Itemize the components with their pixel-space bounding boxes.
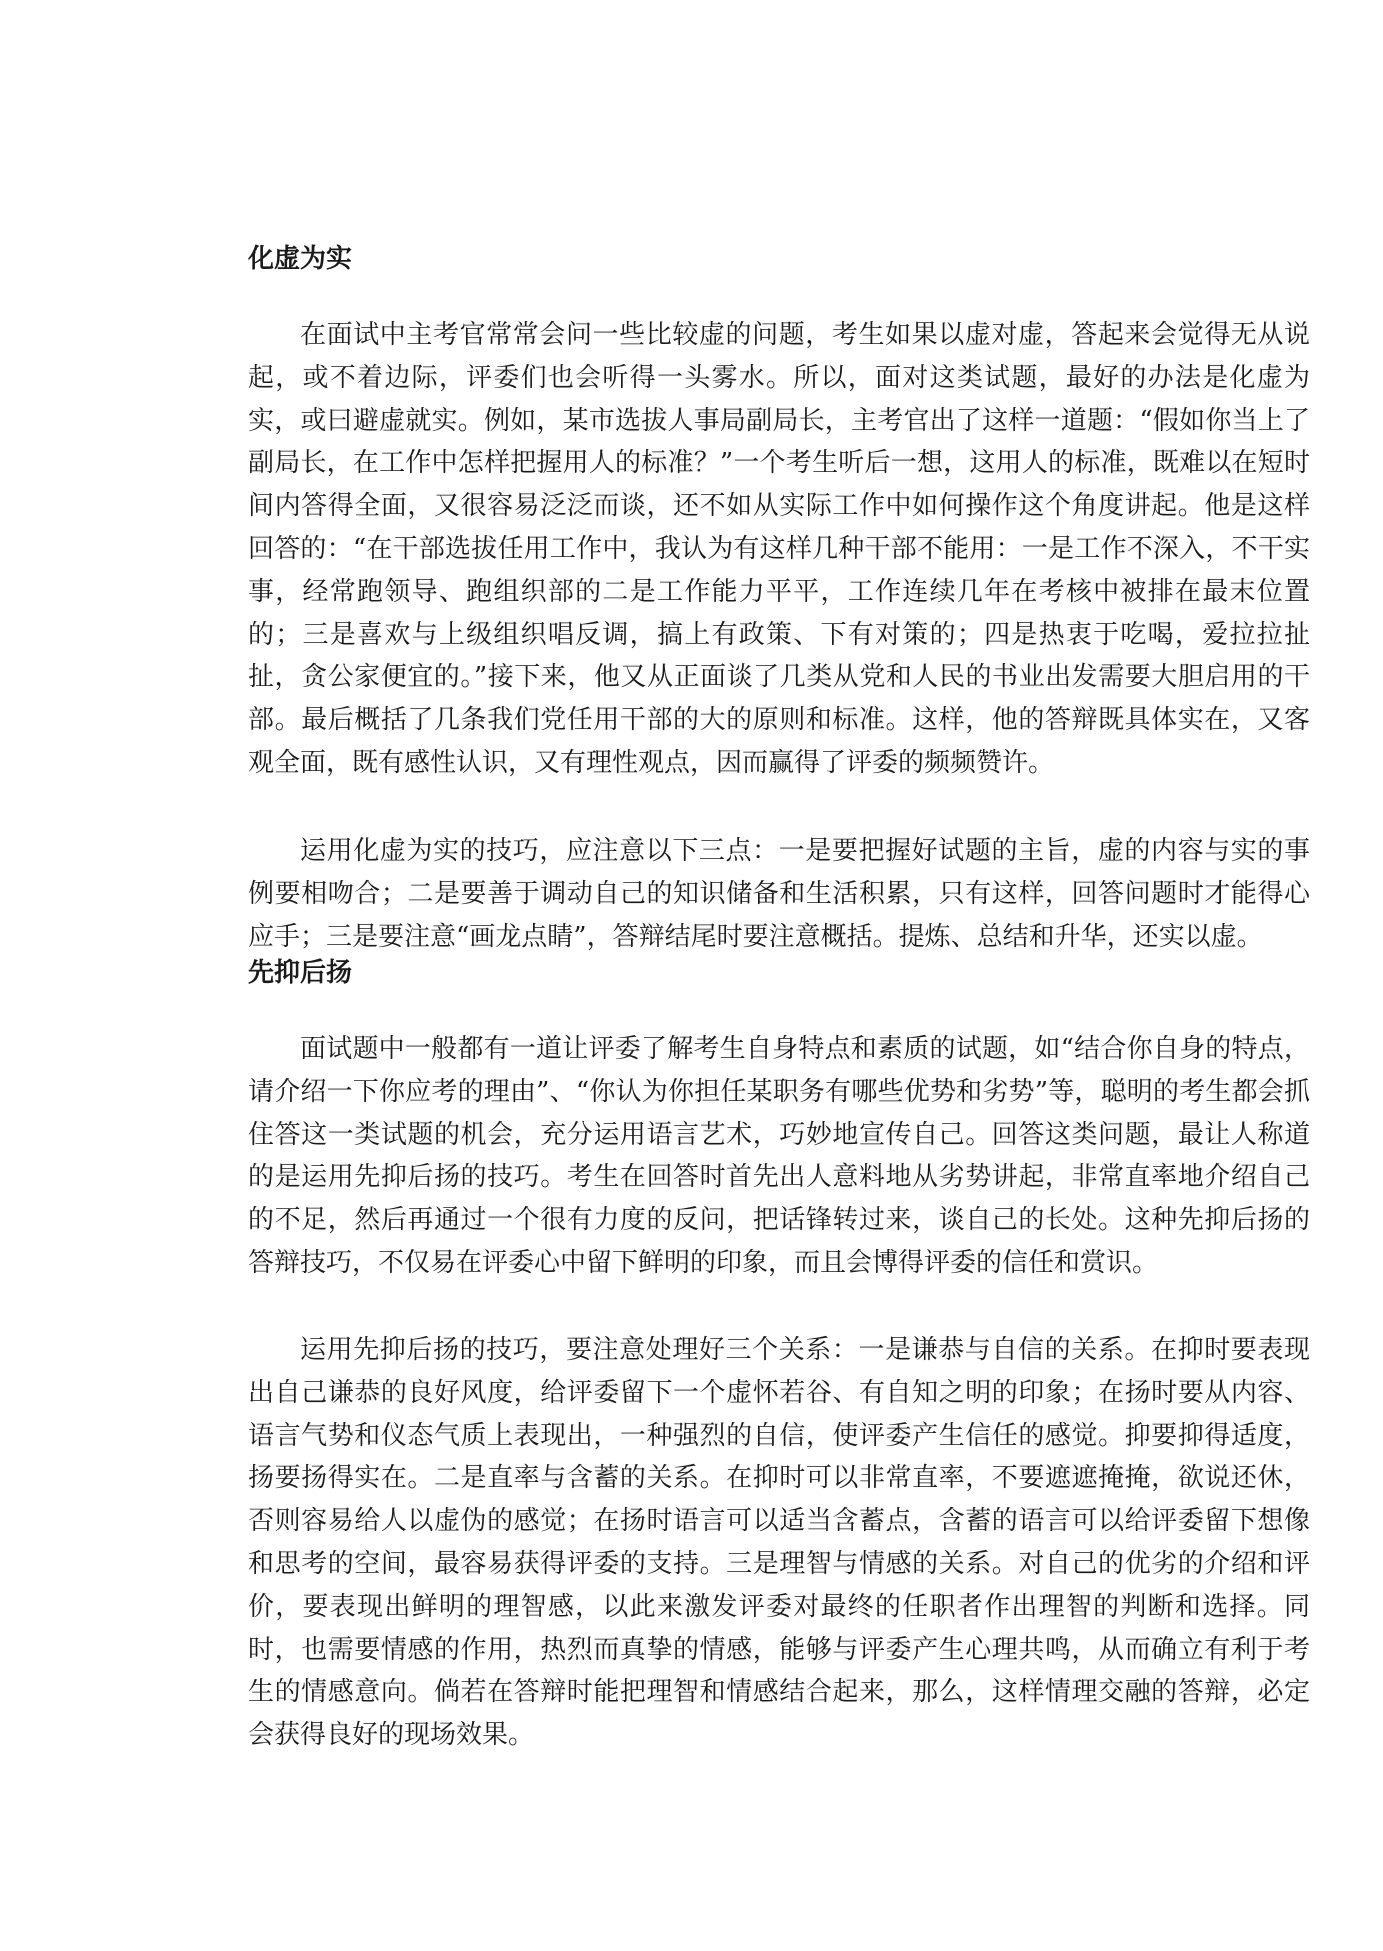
section-1-paragraph-1: 在面试中主考官常常会问一些比较虚的问题，考生如果以虚对虚，答起来会觉得无从说起，或不着边际，评委们也会听得一头雾水。所以，面对这类试题，最好的办法是化虚为实，或曰避虚就实。例如，某市选拔人事局副局长，主考官出了这样一道题：“假如你当上了副局长，在工作中怎样把握用人的标准？”一个考生听后一想，这用人的标准，既难以在短时间内答得全面，又很容易泛泛而谈，还不如从实际工作中如何操作这个角度讲起。他是这样回答的：“在干部选拔任用工作中，我认为有这样几种干部不能用：一是工作不深入，不干实事，经常跑领导、跑组织部的二是工作能力平平，工作连续几年在考核中被排在最末位置的；三是喜欢与上级组织唱反调，搞上有政策、下有对策的；四是热衷于吃喝，爱拉拉扯扯，贪公家便宜的。”接下来，他又从正面谈了几类从党和人民的书业出发需要大胆启用的干部。最后概括了几条我们党任用干部的大的原则和标准。这样，他的答辩既具体实在，又客观全面，既有感性认识，又有理性观点，因而赢得了评委的频频赞许。 — [248, 320, 1310, 778]
section-2-paragraph-2: 运用先抑后扬的技巧，要注意处理好三个关系：一是谦恭与自信的关系。在抑时要表现出自己谦恭的良好风度，给评委留下一个虚怀若谷、有自知之明的印象；在扬时要从内容、语言气势和仪态气质上表现出，一种强烈的自信，使评委产生信任的感觉。抑要抑得适度，扬要扬得实在。二是直率与含蓄的关系。在抑时可以非常直率，不要遮遮掩掩，欲说还休，否则容易给人以虚伪的感觉；在扬时语言可以适当含蓄点，含蓄的语言可以给评委留下想像和思考的空间，最容易获得评委的支持。三是理智与情感的关系。对自己的优劣的介绍和评价，要表现出鲜明的理智感，以此来激发评委对最终的任职者作出理智的判断和选择。同时，也需要情感的作用，热烈而真挚的情感，能够与评委产生心理共鸣，从而确立有利于考生的情感意向。倘若在答辩时能把理智和情感结合起来，那么，这样情理交融的答辩，必定会获得良好的现场效果。 — [248, 1335, 1310, 1751]
section-heading-1: 化虚为实 — [248, 244, 353, 274]
section-heading-2: 先抑后扬 — [248, 958, 353, 988]
section-2-paragraph-1: 面试题中一般都有一道让评委了解考生自身特点和素质的试题，如“结合你自身的特点，请介绍一下你应考的理由”、“你认为你担任某职务有哪些优势和劣势”等，聪明的考生都会抓住答这一类试题的机会，充分运用语言艺术，巧妙地宣传自己。回答这类问题，最让人称道的是运用先抑后扬的技巧。考生在回答时首先出人意料地从劣势讲起，非常直率地介绍自己的不足，然后再通过一个很有力度的反问，把话锋转过来，谈自己的长处。这种先抑后扬的答辩技巧，不仅易在评委心中留下鲜明的印象，而且会博得评委的信任和赏识。 — [248, 1034, 1310, 1278]
section-1-paragraph-2: 运用化虚为实的技巧，应注意以下三点：一是要把握好试题的主旨，虚的内容与实的事例要相吻合；二是要善于调动自己的知识储备和生活积累，只有这样，回答问题时才能得心应手；三是要注意“画龙点睛”，答辩结尾时要注意概括。提炼、总结和升华，还实以虚。 — [248, 836, 1310, 952]
